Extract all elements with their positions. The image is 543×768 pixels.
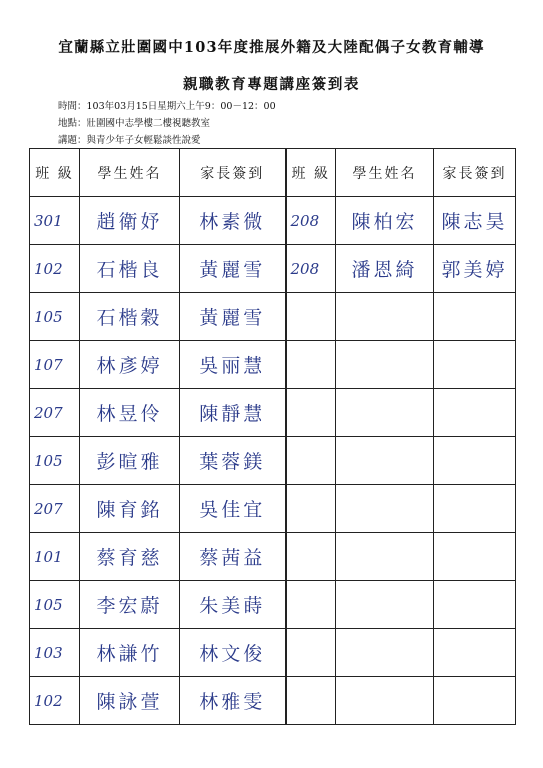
class-cell [286, 245, 336, 293]
class-cell [30, 245, 80, 293]
student-name-text: 陳詠萱 [96, 691, 163, 713]
class-text: 102 [34, 691, 63, 710]
class-text: 207 [34, 499, 63, 518]
parent-signature-text: 蔡茜益 [199, 547, 266, 569]
class-cell [286, 389, 336, 437]
table-row [30, 677, 516, 725]
parent-signature-cell [180, 245, 286, 293]
parent-signature-text: 朱美蒔 [199, 595, 266, 617]
student-name-cell [336, 533, 434, 581]
class-cell [30, 533, 80, 581]
student-name-cell [80, 437, 180, 485]
parent-signature-text: 林素微 [199, 211, 266, 233]
student-name-cell [80, 293, 180, 341]
table-row [30, 437, 516, 485]
parent-signature-text: 林雅雯 [199, 691, 266, 713]
student-name-cell [80, 677, 180, 725]
class-text: 101 [34, 547, 63, 566]
student-name-text: 蔡育慈 [96, 547, 163, 569]
parent-signature-cell [434, 245, 516, 293]
student-name-cell [80, 581, 180, 629]
class-cell [286, 341, 336, 389]
student-name-cell [336, 389, 434, 437]
event-place: 地點：壯圍國中志學樓二樓視聽教室 [58, 118, 211, 129]
parent-signature-text: 林文俊 [199, 643, 266, 665]
student-name-cell [336, 581, 434, 629]
class-text: 208 [290, 211, 320, 230]
parent-signature-cell [180, 581, 286, 629]
table-body [30, 197, 516, 725]
table-row [30, 533, 516, 581]
student-name-cell [336, 293, 434, 341]
parent-signature-cell [180, 341, 286, 389]
table-row [30, 293, 516, 341]
class-cell [30, 485, 80, 533]
table-row [30, 389, 516, 437]
parent-signature-cell [434, 677, 516, 725]
class-text: 207 [34, 403, 63, 422]
class-text: 107 [34, 355, 63, 374]
class-cell [30, 197, 80, 245]
class-text: 102 [34, 259, 63, 278]
student-name-cell [80, 245, 180, 293]
parent-signature-cell [180, 629, 286, 677]
parent-signature-cell [180, 533, 286, 581]
column-header-student: 學生姓名 [336, 149, 434, 197]
parent-signature-text: 吳佳宜 [199, 499, 266, 521]
document-subtitle: 親職教育專題講座簽到表 [182, 76, 361, 93]
parent-signature-text: 郭美婷 [441, 259, 508, 281]
parent-signature-cell [180, 485, 286, 533]
class-cell [30, 341, 80, 389]
student-name-cell [336, 197, 434, 245]
column-header-parent: 家長簽到 [180, 149, 286, 197]
student-name-text: 潘恩綺 [351, 259, 418, 281]
student-name-cell [336, 341, 434, 389]
parent-signature-cell [434, 629, 516, 677]
parent-signature-cell [434, 437, 516, 485]
table-row [30, 197, 516, 245]
parent-signature-cell [434, 485, 516, 533]
class-cell [286, 533, 336, 581]
student-name-cell [80, 629, 180, 677]
class-text: 301 [34, 211, 63, 230]
student-name-text: 林彥婷 [96, 355, 163, 377]
parent-signature-text: 黃麗雪 [199, 307, 266, 329]
class-cell [286, 677, 336, 725]
student-name-text: 李宏蔚 [96, 595, 163, 617]
parent-signature-cell [434, 389, 516, 437]
column-header-parent: 家長簽到 [434, 149, 516, 197]
class-cell [286, 293, 336, 341]
signin-table [29, 148, 516, 725]
class-cell [30, 581, 80, 629]
document-title: 宜蘭縣立壯圍國中103年度推展外籍及大陸配偶子女教育輔導 [58, 39, 485, 56]
student-name-cell [336, 245, 434, 293]
class-text: 105 [34, 451, 63, 470]
table-row [30, 341, 516, 389]
student-name-cell [80, 389, 180, 437]
student-name-cell [336, 629, 434, 677]
column-header-student: 學生姓名 [80, 149, 180, 197]
class-cell [30, 437, 80, 485]
class-cell [286, 197, 336, 245]
class-cell [286, 485, 336, 533]
class-cell [30, 389, 80, 437]
parent-signature-cell [180, 197, 286, 245]
student-name-text: 林昱伶 [96, 403, 163, 425]
student-name-cell [336, 437, 434, 485]
class-cell [30, 629, 80, 677]
table-row [30, 485, 516, 533]
student-name-cell [80, 341, 180, 389]
student-name-text: 陳柏宏 [351, 211, 418, 233]
student-name-text: 陳育銘 [96, 499, 163, 521]
table-header-row [30, 149, 516, 197]
column-header-class: 班 級 [286, 149, 336, 197]
student-name-text: 石楷良 [96, 259, 163, 281]
class-cell [30, 293, 80, 341]
parent-signature-cell [434, 197, 516, 245]
student-name-text: 趙衛妤 [96, 211, 163, 233]
class-text: 105 [34, 307, 63, 326]
class-text: 105 [34, 595, 63, 614]
parent-signature-cell [180, 293, 286, 341]
parent-signature-cell [180, 677, 286, 725]
event-time: 時間：103年03月15日星期六上午9：00－12：00 [58, 101, 276, 112]
student-name-cell [80, 485, 180, 533]
parent-signature-text: 陳靜慧 [199, 403, 266, 425]
class-text: 103 [34, 643, 63, 662]
class-cell [286, 581, 336, 629]
class-text: 208 [290, 259, 320, 278]
student-name-text: 石楷穀 [96, 307, 163, 329]
student-name-cell [336, 677, 434, 725]
student-name-cell [80, 533, 180, 581]
parent-signature-cell [434, 533, 516, 581]
parent-signature-text: 黃麗雪 [199, 259, 266, 281]
class-cell [30, 677, 80, 725]
class-cell [286, 437, 336, 485]
parent-signature-text: 吳丽慧 [199, 355, 266, 377]
student-name-text: 林謙竹 [96, 643, 163, 665]
event-topic: 講題：與青少年子女輕鬆談性說愛 [58, 135, 201, 146]
parent-signature-cell [434, 581, 516, 629]
student-name-cell [80, 197, 180, 245]
table-row [30, 245, 516, 293]
student-name-cell [336, 485, 434, 533]
table-row [30, 629, 516, 677]
parent-signature-cell [434, 341, 516, 389]
table-row [30, 581, 516, 629]
class-cell [286, 629, 336, 677]
parent-signature-text: 陳志昊 [441, 211, 508, 233]
parent-signature-cell [180, 389, 286, 437]
parent-signature-text: 葉蓉鎂 [199, 451, 266, 473]
student-name-text: 彭暄雅 [96, 451, 163, 473]
parent-signature-cell [180, 437, 286, 485]
column-header-class: 班 級 [30, 149, 80, 197]
parent-signature-cell [434, 293, 516, 341]
